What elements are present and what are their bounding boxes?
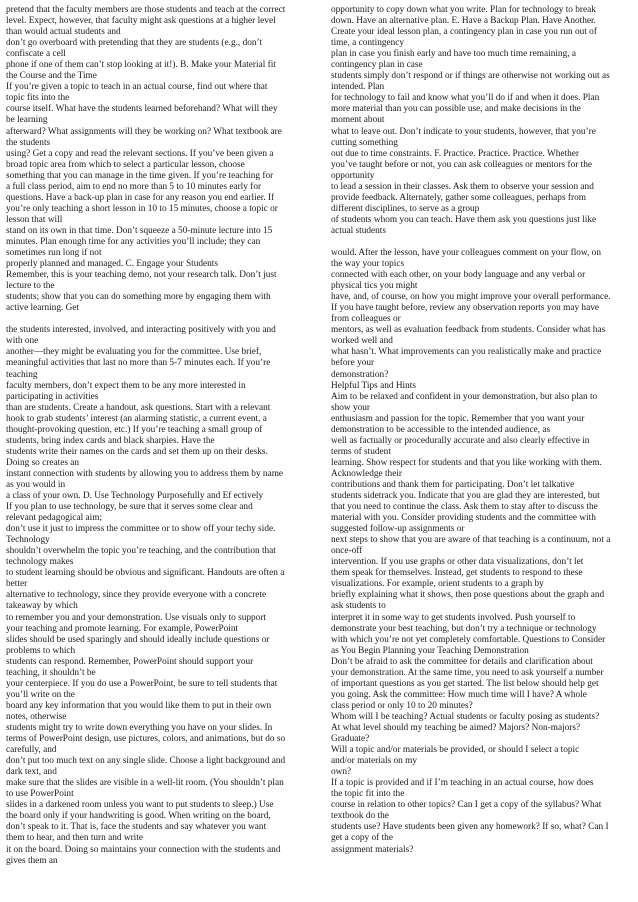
text-line: instant connection with students by allowing you to address them by name	[6, 468, 284, 479]
text-line: the topic fit into the	[331, 789, 405, 800]
text-line: mentors, as well as evaluation feedback from students. Consider what has	[331, 325, 606, 336]
text-line: them to hear, and then turn and write	[6, 833, 143, 844]
text-line: participating in activities	[6, 391, 99, 402]
text-line: intervention. If you use graphs or other data visualizations, don’t let	[331, 557, 584, 568]
text-line: something that you can manage in the time given. If you’re teaching for	[6, 170, 274, 181]
text-line: faculty members, don’t expect them to be any more interested in	[6, 380, 246, 391]
text-line: confiscate a cell	[6, 49, 66, 60]
text-line: get a copy of the	[331, 833, 393, 844]
text-line: it on the board. Doing so maintains your connection with the students and	[6, 844, 281, 855]
text-line: phone if one of them can’t stop looking at it!). B. Make your Material fit	[6, 60, 276, 71]
text-line: Helpful Tips and Hints	[331, 380, 416, 391]
text-line: material with you. Consider providing students and the committee with	[331, 513, 596, 524]
text-line: of important questions as you get started. The list below should help get	[331, 678, 599, 689]
text-line: contributions and thank them for participating. Don’t let talkative	[331, 479, 575, 490]
text-line: At what level should my teaching be aimed? Majors? Non-majors?	[331, 723, 581, 733]
text-line: level. Expect, however, that faculty might ask questions at a higher level	[6, 16, 276, 27]
text-line: carefully, and	[6, 745, 57, 756]
text-line: cutting something	[331, 137, 398, 148]
text-line: students; show that you can do something more by engaging them with	[6, 292, 271, 303]
paragraph	[331, 248, 631, 856]
text-line: be learning	[6, 115, 48, 126]
text-line: course itself. What have the students learned beforehand? What will they	[6, 104, 278, 115]
text-line: If you plan to use technology, be sure that it serves some clear and	[6, 502, 253, 513]
text-line: another—they might be evaluating you for the committee. Use brief,	[6, 347, 262, 358]
text-line: you’re only teaching a short lesson in 10 to 15 minutes, choose a topic or	[6, 203, 278, 214]
text-line: demonstration?	[331, 369, 389, 380]
text-line: relevant pedagogical aim;	[6, 513, 103, 524]
text-line: Don’t be afraid to ask the committee for details and clarification about	[331, 656, 593, 667]
text-line: hook to grab students’ interest (an alarming statistic, a current event, a	[6, 413, 267, 424]
text-line: topic fits into the	[6, 93, 70, 104]
text-line: own?	[331, 767, 352, 778]
text-line: Doing so creates an	[6, 457, 80, 468]
text-line: Will a topic and/or materials be provided, or should I select a topic	[331, 745, 580, 756]
text-line: briefly explaining what it shows, then pose questions about the graph and	[331, 590, 605, 601]
text-line: you’ll write on the	[6, 689, 75, 700]
text-line: the students	[6, 137, 51, 148]
text-line: different disciplines, to serve as a group	[331, 203, 480, 214]
text-line: your teaching and promote learning. For example, PowerPoint	[6, 623, 239, 634]
text-line: gives them an	[6, 855, 58, 866]
text-line: students use? Have students been given any homework? If so, what? Can I	[331, 822, 609, 833]
text-line: stand on its own in that time. Don’t squeeze a 50-minute lecture into 15	[6, 225, 273, 236]
text-line: lecture to the	[6, 281, 55, 292]
text-line: provide feedback. Alternately, gather some colleagues, perhaps from	[331, 192, 586, 203]
text-line: students sidetrack you. Indicate that you are glad they are interested, but	[331, 491, 600, 502]
left-column	[6, 5, 306, 867]
text-line: with one	[6, 336, 39, 347]
text-line: the way your topics	[331, 259, 405, 270]
text-line: Graduate?	[331, 734, 370, 745]
text-line: enthusiasm and passion for the topic. Remember that you want your	[331, 413, 585, 424]
text-line: alternative to technology, since they provide everyone with a concrete	[6, 590, 267, 601]
text-line: next steps to show that you are aware of that teaching is a continuum, not a	[331, 535, 611, 546]
text-line: problems to which	[6, 645, 76, 656]
text-line: as you would in	[6, 479, 66, 490]
text-line: opportunity	[331, 170, 375, 181]
paragraph	[331, 5, 631, 237]
paragraph	[6, 325, 306, 866]
text-line: Create your ideal lesson plan, a contingency plan in case you run out of	[331, 27, 597, 38]
text-line: meaningful activities that last no more than 5-7 minutes each. If you’re	[6, 358, 271, 369]
text-line: properly planned and managed. C. Engage your Students	[6, 259, 218, 270]
text-line: If you have taught before, review any observation reports you may have	[331, 303, 599, 314]
text-line: than are students. Create a handout, ask questions. Start with a relevant	[6, 402, 271, 413]
text-line: better	[6, 579, 28, 590]
text-line: worked well and	[331, 336, 393, 347]
text-line: than would actual students and	[6, 27, 121, 38]
text-line: the Course and the Time	[6, 71, 97, 82]
text-line: opportunity to copy down what you write. Plan for technology to break	[331, 5, 596, 15]
text-line: to use PowerPoint	[6, 789, 74, 800]
text-line: interpret it in some way to get students involved. Push yourself to	[331, 612, 576, 623]
text-line: terms of student	[331, 446, 391, 457]
text-line: the students interested, involved, and interacting positively with you and	[6, 325, 276, 336]
text-line: students write their names on the cards and set them up on their desks.	[6, 446, 268, 457]
text-line: with which you’re not yet completely comfortable. Questions to Consider	[331, 634, 606, 645]
text-line: before your	[331, 358, 375, 369]
text-line: you going. Ask the committee: How much time will I have? A whole	[331, 689, 587, 700]
text-line: you’ve taught before or not, you can ask colleagues or mentors for the	[331, 159, 593, 170]
text-line: time, a contingency	[331, 38, 405, 49]
text-line: demonstrate your best teaching, but don’t try a technique or technology	[331, 623, 597, 634]
text-line: a full class period, aim to end no more than 5 to 10 minutes early for	[6, 181, 262, 192]
text-line: don’t go overboard with pretending that they are students (e.g., don’t	[6, 38, 263, 49]
text-line: to lead a session in their classes. Ask them to observe your session and	[331, 181, 594, 192]
text-line: active learning. Get	[6, 303, 80, 314]
text-line: learning. Show respect for students and that you like working with them.	[331, 457, 602, 468]
text-line: pretend that the faculty members are those students and teach at the correct	[6, 5, 286, 15]
text-line: don’t put too much text on any single slide. Choose a light background and	[6, 756, 286, 767]
text-line: technology makes	[6, 557, 74, 568]
text-line: for technology to fail and know what you’ll do if and when it does. Plan	[331, 93, 600, 104]
right-column	[331, 5, 631, 856]
text-line: slides should be used sparingly and should ideally include questions or	[6, 634, 270, 645]
text-line: afterward? What assignments will they be working on? What textbook are	[6, 126, 282, 137]
text-line: teaching, it shouldn’t be	[6, 667, 96, 678]
paragraph	[6, 5, 306, 314]
text-line: visualizations. For example, orient students to a graph by	[331, 579, 544, 590]
text-line: shouldn’t overwhelm the topic you’re teaching, and the contribution that	[6, 546, 276, 557]
text-line: demonstration to be accessible to the intended audience, as	[331, 424, 551, 435]
text-line: connected with each other, on your body language and any verbal or	[331, 270, 586, 281]
text-line: a class of your own. D. Use Technology Purposefully and Ef ectively	[6, 491, 264, 502]
text-line: terms of PowerPoint design, use pictures, colors, and animations, but do so	[6, 734, 286, 745]
text-line: textbook do the	[331, 811, 389, 822]
text-line: teaching	[6, 369, 38, 380]
text-line: students can respond. Remember, PowerPoint should support your	[6, 656, 254, 667]
text-line: assignment materials?	[331, 844, 414, 855]
text-line: Technology	[6, 535, 50, 546]
text-line: as You Begin Planning your Teaching Demonstration	[331, 645, 529, 656]
text-line: actual students	[331, 225, 386, 236]
text-line: well as factually or procedurally accurate and also clearly effective in	[331, 435, 590, 446]
text-line: lesson that will	[6, 214, 63, 225]
text-line: your centerpiece. If you do use a PowerPoint, be sure to tell students that	[6, 678, 278, 689]
text-line: moment about	[331, 115, 385, 126]
text-line: would. After the lesson, have your colleagues comment on your flow, on	[331, 247, 601, 258]
text-line: once-off	[331, 546, 363, 557]
text-line: students simply don’t respond or if things are otherwise not working out as	[331, 71, 610, 82]
text-line: your demonstration. At the same time, you need to ask yourself a number	[331, 667, 604, 678]
text-line: and/or materials on my	[331, 756, 417, 767]
text-line: students might try to write down everything you have on your slides. In	[6, 723, 273, 733]
text-line: students, bring index cards and black sharpies. Have the	[6, 435, 215, 446]
text-line: plan in case you finish early and have too much time remaining, a	[331, 49, 577, 60]
text-line: Aim to be relaxed and confident in your demonstration, but also plan to	[331, 391, 598, 402]
text-line: broad topic area from which to select a particular lesson, choose	[6, 159, 245, 170]
text-line: contingency plan in case	[331, 60, 423, 71]
text-line: course in relation to other topics? Can I get a copy of the syllabus? What	[331, 800, 602, 811]
text-line: physical tics you might	[331, 281, 418, 292]
text-line: of students whom you can teach. Have them ask you questions just like	[331, 214, 597, 225]
text-line: takeaway by which	[6, 601, 78, 612]
text-line: minutes. Plan enough time for any activities you’ll include; they can	[6, 236, 261, 247]
text-line: intended. Plan	[331, 82, 385, 93]
text-line: don’t speak to it. That is, face the students and say whatever you want	[6, 822, 267, 833]
text-line: what to leave out. Don’t indicate to your students, however, that you’re	[331, 126, 596, 137]
text-line: out due to time constraints. F. Practice. Practice. Practice. Whether	[331, 148, 579, 159]
text-line: to student learning should be obvious and significant. Handouts are often a	[6, 568, 285, 579]
text-line: that you need to continue the class. Ask them to stay after to discuss the	[331, 502, 598, 513]
text-line: from colleagues or	[331, 314, 401, 325]
text-line: using? Get a copy and read the relevant sections. If you’ve been given a	[6, 148, 274, 159]
text-line: the board only if your handwriting is good. When writing on the board,	[6, 811, 271, 822]
text-line: Whom will I be teaching? Actual students or faculty posing as students?	[331, 711, 600, 722]
text-line: Acknowledge their	[331, 468, 402, 479]
text-line: ask students to	[331, 601, 386, 612]
text-line: questions. Have a back-up plan in case for any reason you end earlier. If	[6, 192, 275, 203]
text-line: them speak for themselves. Instead, get students to respond to these	[331, 568, 583, 579]
text-line: more material than you can possible use, and make decisions in the	[331, 104, 581, 115]
text-line: make sure that the slides are visible in a well-lit room. (You shouldn’t plan	[6, 778, 284, 789]
text-line: If a topic is provided and if I’m teaching in an actual course, how does	[331, 778, 594, 789]
text-line: notes, otherwise	[6, 711, 67, 722]
text-line: what hasn’t. What improvements can you realistically make and practice	[331, 347, 602, 358]
text-line: board any key information that you would like them to put in their own	[6, 700, 272, 711]
text-line: suggested follow-up assignments or	[331, 524, 465, 535]
text-line: down. Have an alternative plan. E. Have a Backup Plan. Have Another.	[331, 16, 596, 27]
text-line: sometimes run long if not	[6, 248, 102, 259]
text-line: don’t use it just to impress the committee or to show off your techy side.	[6, 524, 276, 535]
text-line: slides in a darkened room unless you want to put students to sleep.) Use	[6, 800, 274, 811]
text-line: show your	[331, 402, 370, 413]
text-line: class period or only 10 to 20 minutes?	[331, 700, 473, 711]
text-line: have, and, of course, on how you might improve your overall performance.	[331, 292, 611, 303]
text-line: If you’re given a topic to teach in an actual course, find out where that	[6, 82, 268, 93]
text-line: to remember you and your demonstration. Use visuals only to support	[6, 612, 267, 623]
text-line: thought-provoking question, etc.) If you’re teaching a small group of	[6, 424, 263, 435]
text-line: dark text, and	[6, 767, 57, 778]
text-line: Remember, this is your teaching demo, not your research talk. Don’t just	[6, 270, 277, 281]
